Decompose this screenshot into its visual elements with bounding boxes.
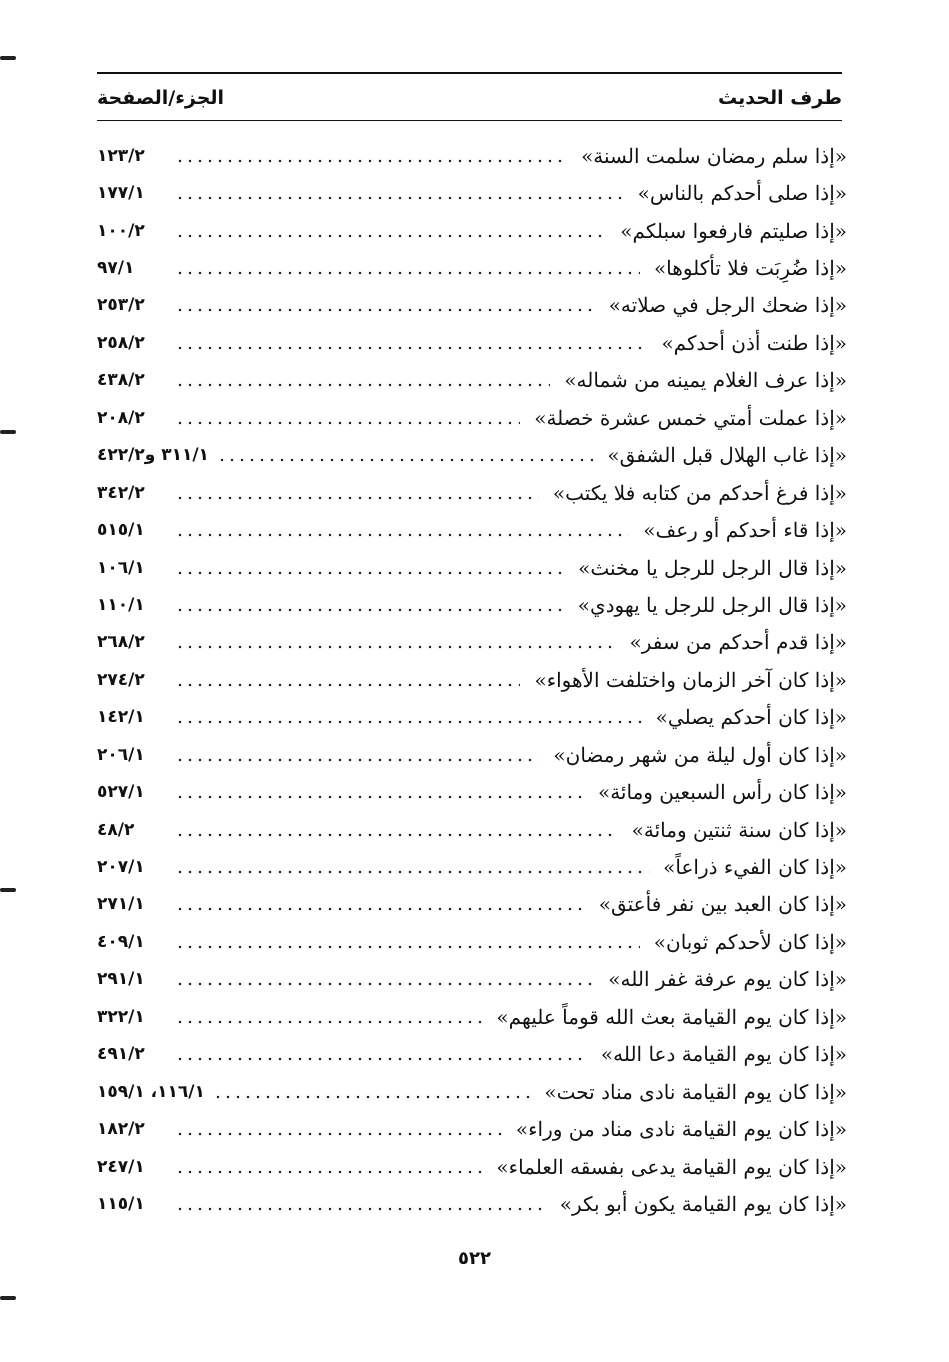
hadith-text: «إذا صليتم فارفعوا سبلكم» [620, 218, 847, 243]
dot-leader [175, 831, 618, 839]
hadith-text: «إذا قاء أحدكم أو رعف» [643, 518, 847, 543]
dot-leader [175, 306, 595, 314]
hadith-text: «إذا كان يوم القيامة نادى مناد تحت» [544, 1079, 847, 1104]
index-entry-row [97, 923, 847, 960]
dot-leader [175, 718, 642, 726]
volume-page-ref: ١٤٢/١ [97, 707, 145, 728]
volume-page-ref: ١٠٦/١ [97, 557, 145, 578]
volume-page-ref: ١٠٠/٢ [97, 220, 145, 241]
volume-page-ref: ٢٦٨/٢ [97, 632, 145, 653]
index-entry-row [97, 736, 847, 773]
volume-page-ref: ٢٥٣/٢ [97, 295, 145, 316]
index-entry-row [97, 362, 847, 399]
dot-leader [213, 1093, 531, 1101]
hadith-text: «إذا طنت أذن أحدكم» [661, 330, 847, 355]
volume-page-ref: ١١٠/١ [97, 594, 145, 615]
volume-page-ref: ١٢٣/٢ [97, 145, 145, 166]
index-entry-row [97, 773, 847, 810]
index-entry-row [97, 474, 847, 511]
index-entry-row [97, 324, 847, 361]
hadith-text: «إذا كان لأحدكم ثوبان» [653, 929, 847, 954]
volume-page-ref: ٢٠٨/٢ [97, 407, 145, 428]
volume-page-ref: ٢٧١/١ [97, 894, 145, 915]
volume-page-ref: ١١٦/١، ١٥٩/١ [97, 1081, 205, 1102]
volume-page-ref: ٥١٥/١ [97, 520, 145, 541]
dot-leader [175, 681, 520, 689]
dot-leader [175, 419, 520, 427]
index-entry-row [97, 661, 847, 698]
dot-leader [217, 456, 593, 464]
dot-leader [175, 232, 606, 240]
volume-page-ref: ٥٢٧/١ [97, 782, 145, 803]
dot-leader [175, 494, 539, 502]
volume-page-ref: ٣٤٢/٢ [97, 482, 145, 503]
hadith-text: «إذا كان أول ليلة من شهر رمضان» [553, 742, 847, 767]
hadith-text: «إذا كان الفيء ذراعاً» [663, 855, 847, 880]
volume-page-ref: ٣٢٢/١ [97, 1006, 145, 1027]
header-hadith-title: طرف الحديث [718, 87, 842, 109]
index-entry-row [97, 848, 847, 885]
volume-page-ref: ١١٥/١ [97, 1193, 145, 1214]
table-header [97, 78, 842, 118]
hadith-text: «إذا كان رأس السبعين ومائة» [597, 780, 847, 805]
dot-leader [175, 606, 564, 614]
index-entry-row [97, 1110, 847, 1147]
dot-leader [175, 1130, 502, 1138]
header-volume-page-title: الجزء/الصفحة [97, 87, 225, 109]
index-entry-row [97, 249, 847, 286]
index-entry-row [97, 1036, 847, 1073]
hadith-text: «إذا سلم رمضان سلمت السنة» [581, 143, 847, 168]
hadith-text: «إذا غاب الهلال قبل الشفق» [607, 443, 847, 468]
scan-edge-mark [0, 56, 16, 60]
scan-edge-mark [0, 430, 16, 434]
hadith-text: «إذا عرف الغلام يمينه من شماله» [564, 368, 847, 393]
dot-leader [175, 531, 629, 539]
dot-leader [175, 381, 550, 389]
volume-page-ref: ١٧٧/١ [97, 183, 145, 204]
volume-page-ref: ٤٠٩/١ [97, 931, 145, 952]
hadith-text: «إذا كان يوم القيامة يكون أبو بكر» [559, 1191, 847, 1216]
volume-page-ref: ٢٤٧/١ [97, 1156, 145, 1177]
hadith-text: «إذا كان آخر الزمان واختلفت الأهواء» [534, 667, 847, 692]
index-entry-row [97, 811, 847, 848]
dot-leader [175, 194, 624, 202]
volume-page-ref: ٣١١/١ و٤٢٢/٢ [97, 445, 209, 466]
dot-leader [175, 943, 640, 951]
index-entry-row [97, 586, 847, 623]
index-entry-row [97, 998, 847, 1035]
dot-leader [175, 756, 539, 764]
index-entry-row [97, 961, 847, 998]
hadith-text: «إذا كان أحدكم يصلي» [655, 705, 847, 730]
dot-leader [175, 344, 647, 352]
dot-leader [175, 569, 564, 577]
scan-edge-mark [0, 888, 16, 892]
dot-leader [175, 1018, 482, 1026]
index-entry-row [97, 287, 847, 324]
dot-leader [175, 1205, 546, 1213]
index-entry-row [97, 1148, 847, 1185]
hadith-text: «إذا كان يوم عرفة غفر الله» [608, 967, 847, 992]
hadith-index-list [97, 137, 847, 1223]
hadith-text: «إذا قال الرجل للرجل يا يهودي» [577, 592, 847, 617]
hadith-text: «إذا كان يوم القيامة بعث الله قوماً عليهم» [496, 1004, 847, 1029]
volume-page-ref: ٤٣٨/٢ [97, 370, 145, 391]
index-entry-row [97, 399, 847, 436]
volume-page-ref: ١٨٢/٢ [97, 1119, 145, 1140]
volume-page-ref: ٢٠٧/١ [97, 857, 145, 878]
hadith-text: «إذا قال الرجل للرجل يا مخنث» [578, 555, 847, 580]
dot-leader [175, 1055, 587, 1063]
hadith-text: «إذا كان سنة ثنتين ومائة» [631, 817, 847, 842]
scan-edge-mark [0, 1296, 16, 1300]
dot-leader [175, 269, 640, 277]
index-entry-row [97, 699, 847, 736]
dot-leader [175, 980, 594, 988]
header-bottom-rule [97, 120, 842, 121]
index-entry-row [97, 886, 847, 923]
hadith-text: «إذا ضُرِبَت فلا تأكلوها» [653, 256, 847, 281]
volume-page-ref: ٢٩١/١ [97, 969, 145, 990]
page-number: ٥٢٢ [458, 1248, 491, 1269]
index-entry-row [97, 1073, 847, 1110]
index-entry-row [97, 549, 847, 586]
hadith-text: «إذا كان يوم القيامة يدعى بفسقه العلماء» [496, 1154, 847, 1179]
hadith-text: «إذا كان العبد بين نفر فأعتق» [598, 892, 847, 917]
volume-page-ref: ٢٥٨/٢ [97, 332, 145, 353]
hadith-text: «إذا كان يوم القيامة دعا الله» [600, 1042, 847, 1067]
hadith-text: «إذا صلى أحدكم بالناس» [637, 181, 847, 206]
volume-page-ref: ٢٠٦/١ [97, 744, 145, 765]
volume-page-ref: ٢٧٤/٢ [97, 669, 145, 690]
index-entry-row [97, 212, 847, 249]
volume-page-ref: ٤٨/٢ [97, 819, 135, 840]
header-top-rule [97, 72, 842, 74]
hadith-text: «إذا عملت أمتي خمس عشرة خصلة» [534, 405, 847, 430]
index-entry-row [97, 1185, 847, 1222]
index-entry-row [97, 624, 847, 661]
index-entry-row [97, 511, 847, 548]
volume-page-ref: ٩٧/١ [97, 258, 135, 279]
dot-leader [175, 793, 584, 801]
dot-leader [175, 905, 585, 913]
dot-leader [175, 643, 616, 651]
dot-leader [175, 1168, 482, 1176]
hadith-text: «إذا ضحك الرجل في صلاته» [608, 293, 847, 318]
dot-leader [175, 868, 649, 876]
index-entry-row [97, 437, 847, 474]
hadith-text: «إذا قدم أحدكم من سفر» [629, 630, 847, 655]
dot-leader [175, 157, 567, 165]
hadith-text: «إذا كان يوم القيامة نادى مناد من وراء» [515, 1117, 847, 1142]
index-entry-row [97, 137, 847, 174]
index-entry-row [97, 174, 847, 211]
volume-page-ref: ٤٩١/٢ [97, 1044, 145, 1065]
hadith-text: «إذا فرغ أحدكم من كتابه فلا يكتب» [552, 480, 847, 505]
